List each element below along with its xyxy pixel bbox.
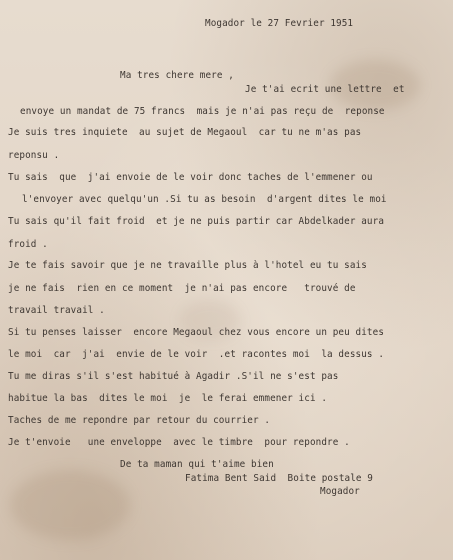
letter-line: Je t'envoie une enveloppe avec le timbre pour repondre . <box>8 437 350 448</box>
letter-line: je ne fais rien en ce moment je n'ai pas encore trouvé de <box>8 283 356 294</box>
letter-line: l'envoyer avec quelqu'un .Si tu as besoin d'argent dites le moi <box>22 194 387 205</box>
letter-line: Si tu penses laisser encore Megaoul chez vous encore un peu dites <box>8 327 385 338</box>
letter-date: Mogador le 27 Fevrier 1951 <box>205 18 354 29</box>
letter-line: reponsu . <box>8 150 60 161</box>
paper-stain <box>10 470 130 540</box>
letter-line: Tu me diras s'il s'est habitué à Agadir .S'il ne s'est pas <box>8 371 339 382</box>
letter-line: travail travail . <box>8 305 105 316</box>
letter-line: Taches de me repondre par retour du courrier . <box>8 415 271 426</box>
letter-line: Tu sais que j'ai envoie de le voir donc taches de l'emmener ou <box>8 172 373 183</box>
letter-line: Je suis tres inquiete au sujet de Megaoul car tu ne m'as pas <box>8 127 362 138</box>
letter-line: Tu sais qu'il fait froid et je ne puis partir car Abdelkader aura <box>8 216 385 227</box>
letter-line: Je t'ai ecrit une lettre et <box>245 84 405 95</box>
letter-sender-city: Mogador <box>320 486 360 497</box>
letter-line: froid . <box>8 239 48 250</box>
letter-line: Je te fais savoir que je ne travaille plus à l'hotel eu tu sais <box>8 260 367 271</box>
letter-line: habitue la bas dites le moi je le ferai emmener ici . <box>8 393 328 404</box>
letter-line: le moi car j'ai envie de le voir .et racontes moi la dessus . <box>8 349 385 360</box>
letter-salutation: Ma tres chere mere , <box>120 70 234 81</box>
letter-signature: Fatima Bent Said Boite postale 9 <box>185 473 374 484</box>
letter-line: envoye un mandat de 75 francs mais je n'ai pas reçu de reponse <box>20 106 385 117</box>
letter-closing: De ta maman qui t'aime bien <box>120 459 274 470</box>
